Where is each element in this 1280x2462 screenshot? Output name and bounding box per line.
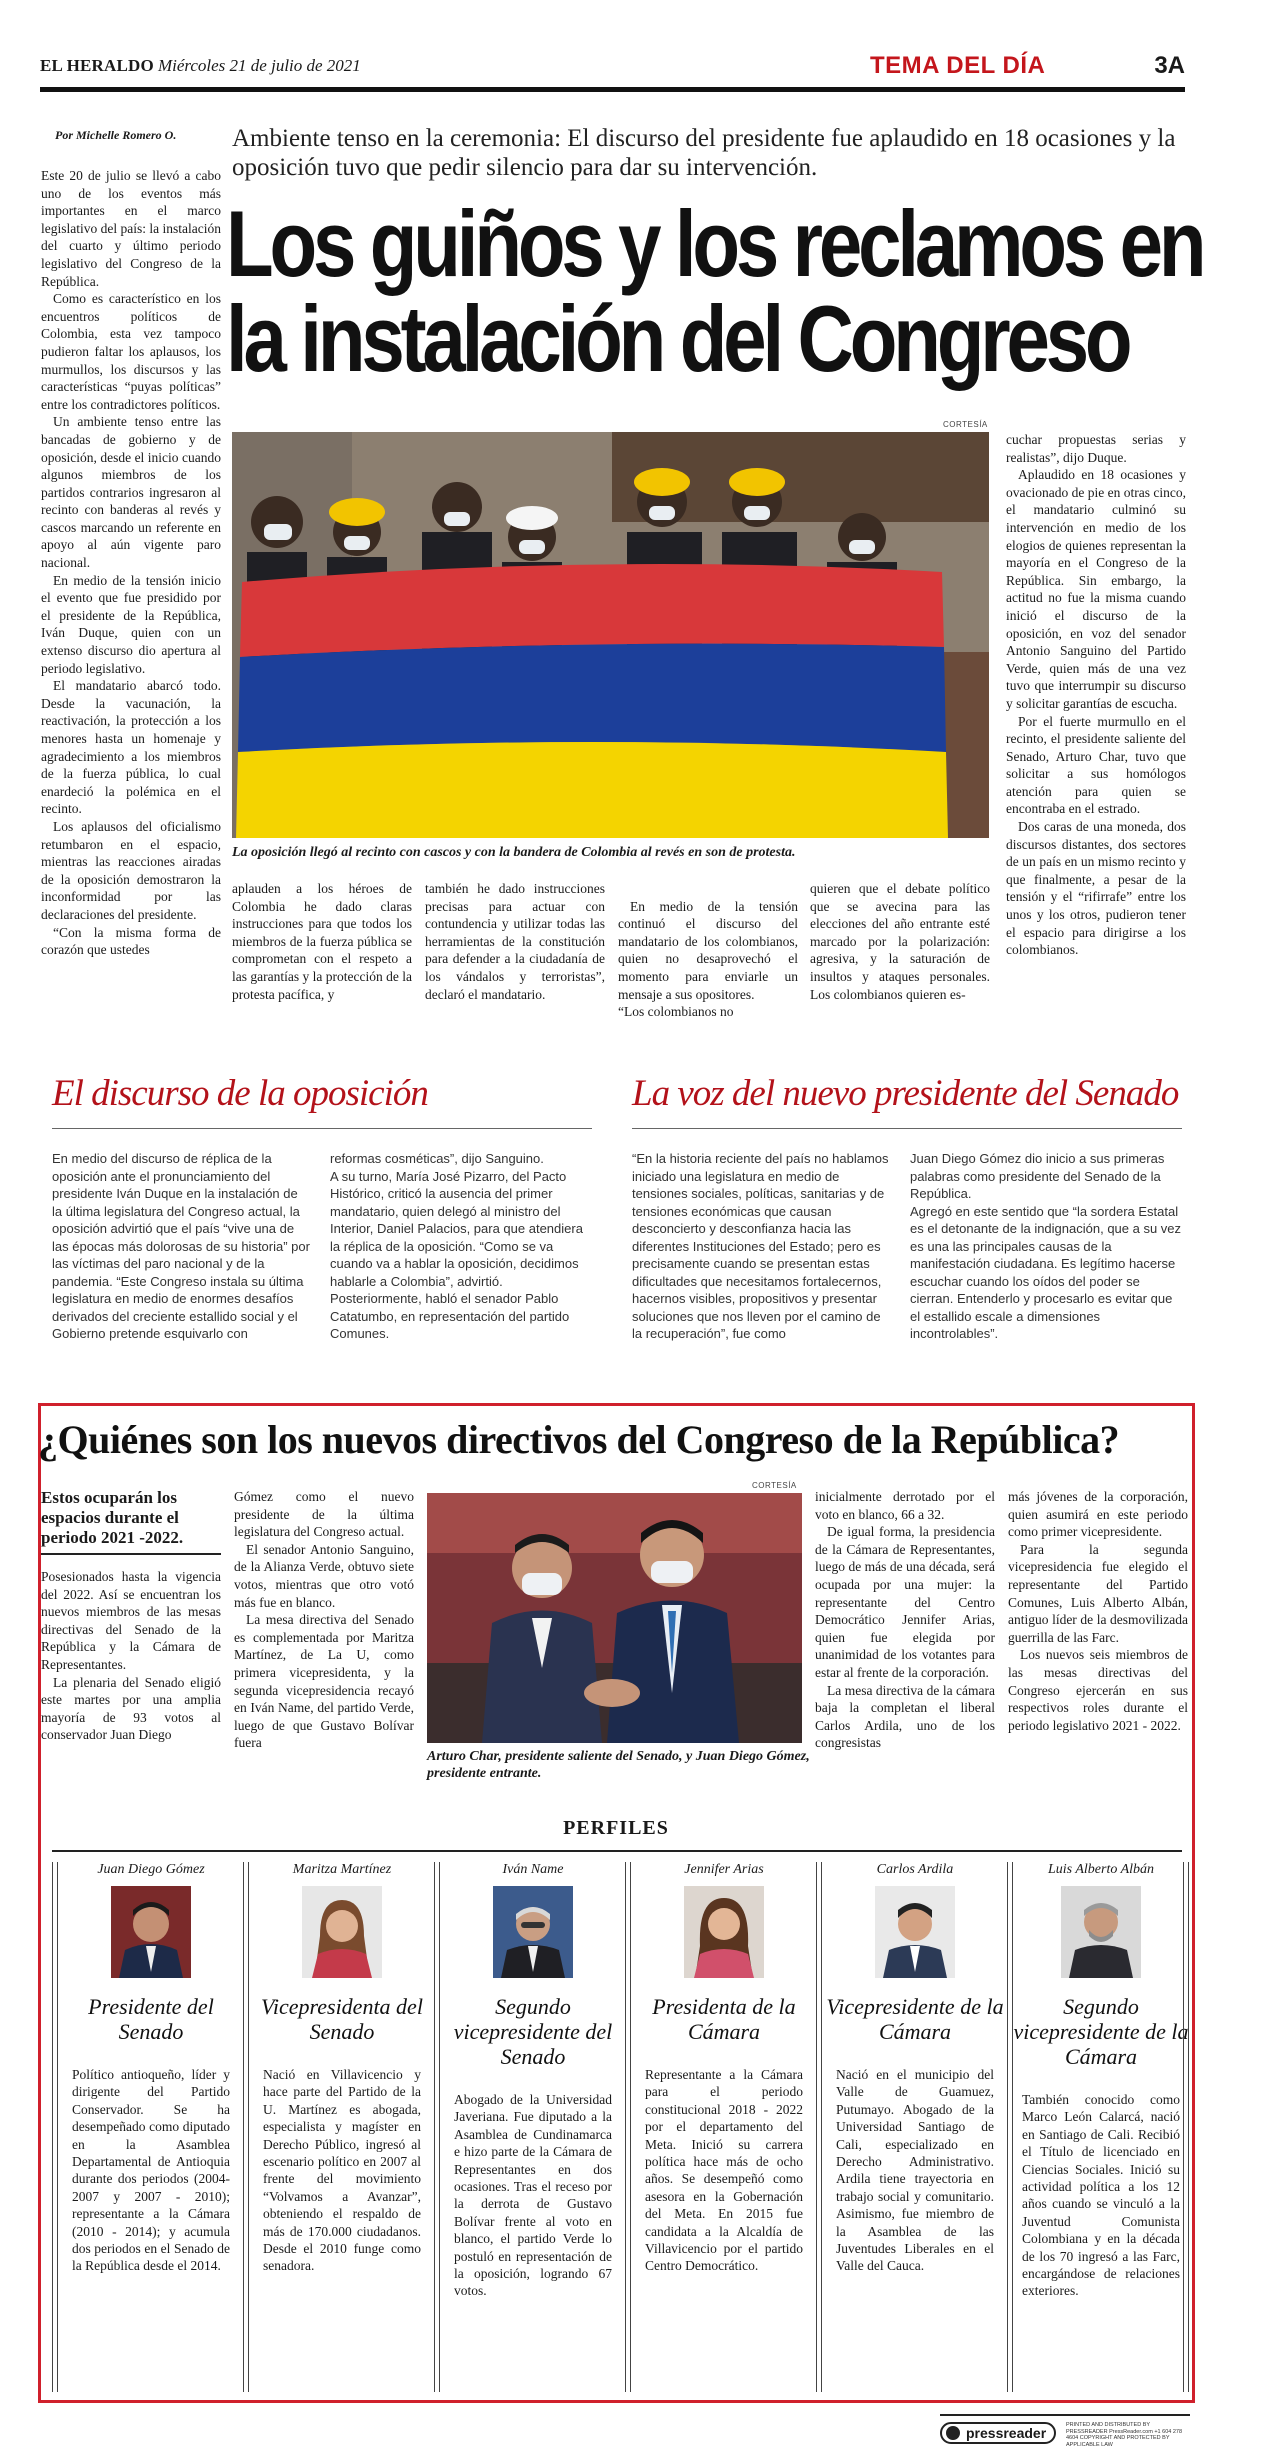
paragraph: Dos caras de una moneda, dos discursos distantes, dos sectores de un país en un mismo recinto y que finalmente, a pesar de la tensión y el “rifirrafe” entre los unos y los otros, pudieron tener el espacio para dirigirse a los colombianos. [1006,819,1186,958]
article-column-bottom-1 [232,880,412,1003]
photo-caption: La oposición llegó al recinto con cascos y con la bandera de Colombia al revés en son de protesta. [232,845,796,860]
paragraph: Para la segunda vicepresidencia fue elegido el representante del Partido Comunes, Luis Alberto Albán, antiguo líder de la desmovilizada guerrilla de las Farc. [1008,1541,1188,1645]
column-divider [1183,1862,1189,2392]
paragraph: aplauden a los héroes de Colombia he dado claras instrucciones para que todos los miembros de la fuerza pública se comprometan con el respeto a las garantías y la protección de la protesta pacífica, y [232,881,412,1002]
profile-name: Jennifer Arias [684,1862,764,1877]
photo-credit: CORTESÍA [943,420,988,429]
paragraph: Por el fuerte murmullo en el recinto, el presidente saliente del Senado, Arturo Char, tuvo que solicitar a sus homólogos atención para quien se encontraba en el estrado. [1006,713,1186,817]
profile-carlos-ardila [826,1862,1004,2390]
protest-photo [232,432,989,838]
profile-bio: También conocido como Marco León Calarcá, nació en Santiago de Cali. Recibió el Título de licenciado en Ciencias Sociales. Inició su actividad política a los 12 años cuando se vinculó a la Juventud Comunista Colombiana y en la década de los 70 ingresó a las Farc, encargándose de relaciones exteriores. [1022,2092,1180,2299]
article-column-left [41,167,221,959]
pressreader-footer [940,2414,1190,2448]
article-column-bottom-2 [425,880,605,1003]
portrait-photo [1061,1886,1141,1978]
paragraph: Posesionados hasta la vigencia del 2022. Así se encuentran los nuevos miembros de las mesas directivas del Senado de la República y la Cámara de Representantes. [41,1569,221,1672]
article-kicker: Ambiente tenso en la ceremonia: El discurso del presidente fue aplaudido en 18 ocasiones y la oposición tuvo que pedir silencio para dar su intervención. [232,125,1176,181]
portrait-photo [493,1886,573,1978]
paragraph: cuchar propuestas serias y realistas”, dijo Duque. [1006,432,1186,465]
section-divider [632,1128,1182,1129]
profile-juan-diego-gomez [62,1862,240,2390]
paper-name: EL HERALDO [40,56,154,75]
leaders-photo [427,1493,802,1743]
box-column-4 [1008,1488,1188,1734]
profile-role: Presidenta de la Cámara [652,1994,796,2044]
column-divider [243,1862,249,2392]
profile-role: Segundo vicepresidente de la Cámara [1013,1994,1189,2069]
profile-role: Presidente del Senado [88,1994,214,2044]
paragraph: El senador Antonio Sanguino, de la Alianza Verde, obtuvo siete votos, mientras que otro votó más fue en blanco. [234,1541,414,1610]
paragraph: más jóvenes de la corporación, quien asumirá en este periodo como primer vicepresidente. [1008,1489,1188,1540]
lead-divider [41,1553,221,1555]
paragraph: Los aplausos del oficialismo retumbaron en el espacio, mientras las reacciones airadas de la oposición demostraron la inconformidad por las declaraciones del presidente. [41,818,221,922]
paragraph: Aplaudido en 18 ocasiones y ovacionado de pie en otras cinco, el mandatario culminó su intervención en medio de los elogios de quienes representan la mayoría en el Congreso de la República. Sin embargo, la actitud no fue la misma cuando inició el discurso de la oposición, en voz del senador Antonio Sanguino del Partido Verde, quien más de una vez tuvo que interrumpir su discurso y solicitar garantías de escucha. [1006,467,1186,711]
page-header [40,48,1185,92]
headline-line-2: la instalación del Congreso [226,286,1129,391]
paragraph: La mesa directiva de la cámara baja la completan el liberal Carlos Ardila, uno de los congresistas [815,1682,995,1751]
portrait-illustration [684,1886,764,1978]
paragraph: La plenaria del Senado eligió este martes por una amplia mayoría de 93 votos al conservador Juan Diego [41,1674,221,1743]
senate-title: La voz del nuevo presidente del Senado [632,1073,1179,1114]
leaders-photo-caption: Arturo Char, presidente saliente del Senado, y Juan Diego Gómez, presidente entrante. [427,1749,810,1781]
paragraph: La mesa directiva del Senado es complementada por Maritza Martínez, de La U, como primera vicepresidenta, y la segunda vicepresidencia recayó en Iván Name, del partido Verde, luego de que Gustavo Bolívar fuera [234,1612,414,1751]
portrait-photo [302,1886,382,1978]
opposition-column-2: reformas cosméticas”, dijo Sanguino. A su turno, María José Pizarro, del Pacto Histórico, criticó la ausencia del primer mandatario, quien delegó al ministro del Interior, Daniel Palacios, para que atendiera la réplica de la oposición. “Como se va cuando va a hablar la oposición, decidimos hablarle a Colombia”, advirtió. Posteriormente, habló el senador Pablo Catatumbo, en representación del partido Comunes. [330,1151,583,1341]
box-title: ¿Quiénes son los nuevos directivos del Congreso de la República? [38,1417,1120,1462]
masthead [40,56,361,76]
paragraph: quieren que el debate político que se avecina para las elecciones del año entrante esté marcado por la polarización: agresiva, y la saturación de insultos y ataques personales. Los colombianos quieren es- [810,881,990,1002]
page-number: 3A [1154,52,1185,79]
paragraph: Un ambiente tenso entre las bancadas de gobierno y de oposición, desde el inicio cuando algunos miembros de los partidos contrarios ingresaron al recinto con banderas al revés y cascos marcando un referente en apoyo al aún vigente paro nacional. [41,414,221,571]
section-divider [52,1128,592,1129]
leaders-photo-illustration [427,1493,802,1743]
paragraph: Gómez como el nuevo presidente de la última legislatura del Congreso actual. [234,1489,414,1540]
profile-name: Iván Name [502,1862,564,1877]
pressreader-fineprint: PRINTED AND DISTRIBUTED BY PRESSREADER PressReader.com +1 604 278 4604 COPYRIGHT AND PROTECTED BY APPLICABLE LAW [1066,2422,1183,2448]
section-name: TEMA DEL DÍA [870,52,1046,79]
profile-role: Segundo vicepresidente del Senado [453,1994,613,2069]
portrait-photo [875,1886,955,1978]
profile-maritza-martinez [253,1862,431,2390]
byline: Por Michelle Romero O. [55,128,177,142]
photo-credit: CORTESÍA [752,1481,797,1490]
pressreader-brand: pressreader [966,2425,1047,2441]
profile-ivan-name [444,1862,622,2390]
column-divider [434,1862,440,2392]
article-headline [226,191,1203,391]
article-column-bottom-3 [618,880,798,1038]
paragraph: Los nuevos seis miembros de las mesas directivas del Congreso ejercerán en sus respectivos roles durante el periodo legislativo 2021 - 2022. [1008,1647,1188,1733]
paragraph: El mandatario abarcó todo. Desde la vacunación, la reactivación, la protección a los menores hasta un homenaje y agradecimiento a los miembros de la fuerza pública, lo cual enardeció la polémica en el recinto. [41,678,221,817]
opposition-column-1: En medio del discurso de réplica de la oposición ante el pronunciamiento del presidente Iván Duque en la instalación de la última legislatura del Congreso actual, la oposición advirtió que el país “vive una de las épocas más dolorosas de su historia” por las víctimas del paro nacional y de la pandemia. “Este Congreso instala su última legislatura en medio de enormes desafíos derivados del creciente estallido social y el Gobierno pretende esquivarlo con [52,1151,310,1341]
profile-bio: Nació en el municipio del Valle de Guamuez, Putumayo. Abogado de la Universidad Santiago de Cali, especializado en Derecho Administrativo. Ardila tiene trayectoria en trabajo social y comunitario. Asimismo, fue miembro de la Asamblea de las Juventudes Liberales en el Valle del Cauca. [836,2067,994,2274]
column-divider [625,1862,631,2392]
box-column-3 [815,1488,995,1752]
portrait-illustration [302,1886,382,1978]
box-column-1 [41,1568,221,1744]
profile-bio: Representante a la Cámara para el periodo constitucional 2018 - 2022 por el departamento del Meta. Inició su carrera política hace más de ocho años. Se desempeñó como asesora en la Gobernación del Meta. En 2015 fue candidata a la Alcaldía de Villavicencio por el partido Centro Democrático. [645,2067,803,2274]
protest-photo-illustration [232,432,989,838]
senate-column-1: “En la historia reciente del país no hablamos iniciado una legislatura en medio de tensiones sociales, políticas, sanitarias y de tensiones económicas que causan desconcierto y desconfianza hacia las diferentes Instituciones del Estado; pero es precisamente cuando se presentan estas dificultades que necesitamos fortalecernos, hacernos visibles, propositivos y presentar soluciones que nos lleven por el camino de la recuperación”, fue como [632,1151,889,1341]
paragraph: En medio de la tensión continuó el discurso del mandatario de los colombianos, quien no desaprovechó el momento para enviarle un mensaje a sus opositores. “Los colombianos no [618,898,798,1020]
profile-name: Maritza Martínez [292,1862,392,1877]
column-divider [52,1862,58,2392]
column-divider [816,1862,822,2392]
profile-bio: Nació en Villavicencio y hace parte del Partido de la U. Martínez es abogada, especialista y magíster en Derecho Público, ingresó al escenario político en 2007 al frente del movimiento “Volvamos a Avanzar”, obteniendo el respaldo de más de 170.000 ciudadanos. Desde el 2010 funge como senadora. [263,2067,421,2274]
profile-role: Vicepresidente de la Cámara [826,1994,1004,2044]
box-lead: Estos ocuparán los espacios durante el periodo 2021 -2022. [41,1488,184,1547]
paragraph: “Con la misma forma de corazón que ustedes [41,924,221,958]
profiles-title: PERFILES [563,1817,669,1839]
opposition-title: El discurso de la oposición [52,1073,428,1114]
portrait-photo [684,1886,764,1978]
issue-date: Miércoles 21 de julio de 2021 [157,56,361,75]
pressreader-logo [940,2422,1056,2444]
headline-line-1: Los guiños y los reclamos en [226,191,1203,296]
profile-name: Carlos Ardila [876,1862,954,1877]
paragraph: En medio de la tensión inicio el evento que fue presidido por el presidente de la República, Iván Duque, quien con un extenso discurso dio apertura al periodo legislativo. [41,572,221,676]
paragraph: también he dado instrucciones precisas para actuar con contundencia y utilizar todas las herramientas de la constitución para defender a la ciudadanía de los vándalos y terroristas”, declaró el mandatario. [425,881,605,1002]
paragraph: inicialmente derrotado por el voto en blanco, 66 a 32. [815,1489,995,1522]
paragraph: Este 20 de julio se llevó a cabo uno de los eventos más importantes en el marco legislativo del país: la instalación del cuarto y último periodo legislativo del Congreso de la República. [41,168,221,289]
portrait-illustration [875,1886,955,1978]
article-column-right [1006,431,1186,959]
portrait-photo [111,1886,191,1978]
profile-bio: Político antioqueño, líder y dirigente del Partido Conservador. Se ha desempeñado como diputado en la Asamblea Departamental de Antioquia durante dos periodos (2004-2007 y 2007 - 2010); representante a la Cámara (2010 - 2014); y acumula dos periodos en el Senado de la República desde el 2014. [72,2067,230,2274]
portrait-illustration [1061,1886,1141,1978]
portrait-illustration [111,1886,191,1978]
paragraph: Como es característico en los encuentros políticos de Colombia, esta vez tampoco pudieron faltar los aplausos, los murmullos, los discursos y las características “puyas políticas” entre los contradictores políticos. [41,291,221,412]
article-column-bottom-4 [810,880,990,1003]
pressreader-logo-icon [946,2426,960,2440]
profile-luis-alberto-alban [1012,1862,1190,2390]
profile-bio: Abogado de la Universidad Javeriana. Fue diputado a la Asamblea de Cundinamarca e hizo parte de la Cámara de Representantes en dos ocasiones. Tras el receso por la derrota de Gustavo Bolívar frente al voto en blanco, el partido Verde lo postuló en representación de la oposición, logrando 67 votos. [454,2092,612,2299]
profile-name: Luis Alberto Albán [1047,1862,1155,1877]
profiles-divider [52,1850,1182,1852]
senate-column-2: Juan Diego Gómez dio inicio a sus primeras palabras como presidente del Senado de la República. Agregó en este sentido que “la sordera Estatal es el detonante de la indignación, que a su vez es una las principales causas de la manifestación ciudadana. Es legítimo hacerse escuchar cuando los oídos del poder se cierran. Entenderlo y procesarlo es evitar que el estallido escale a dimensiones incontrolables”. [910,1151,1182,1341]
profile-role: Vicepresidenta del Senado [261,1994,423,2044]
box-column-2 [234,1488,414,1752]
portrait-illustration [493,1886,573,1978]
paragraph: De igual forma, la presidencia de la Cámara de Representantes, luego de más de una década, será ocupada por una mujer: la representante del Centro Democrático Jennifer Arias, quien fue elegida por unanimidad de los votantes para estar al frente de la corporación. [815,1524,995,1680]
profile-name: Juan Diego Gómez [97,1862,205,1877]
profile-jennifer-arias [635,1862,813,2390]
